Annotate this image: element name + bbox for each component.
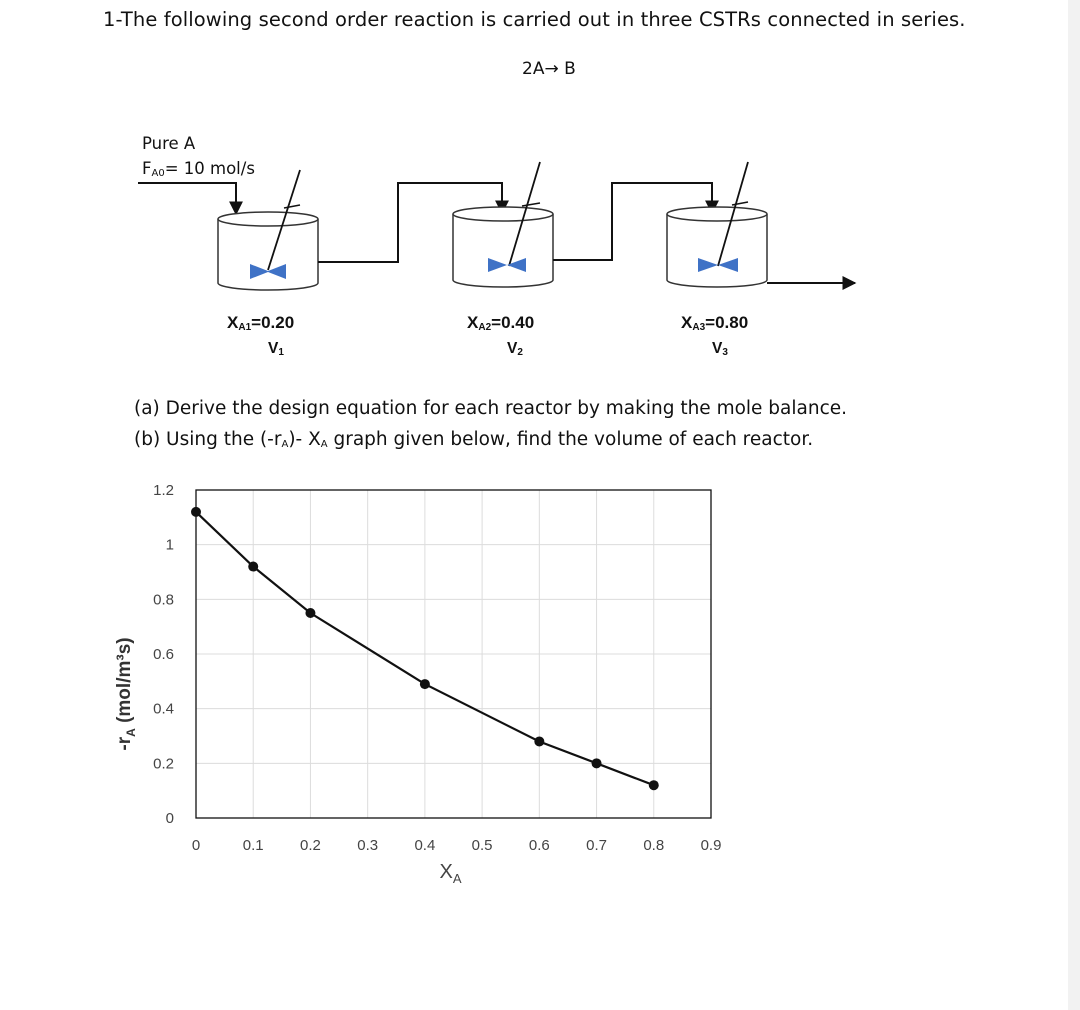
- reactor-3-vol-subscript: 3: [722, 347, 728, 358]
- page-edge: [1068, 0, 1080, 1010]
- data-point: [534, 736, 544, 746]
- y-tick-label: 1: [165, 536, 174, 554]
- x-tick-label: 0.2: [300, 837, 321, 854]
- question-b-text-3: graph given below, find the volume of each reactor.: [327, 429, 814, 450]
- problem-number: 1-: [103, 8, 121, 31]
- x-axis-title: [440, 861, 462, 886]
- x-tick-label: 0.6: [528, 837, 550, 854]
- reactor-1-conv-subscript: A1: [238, 322, 252, 333]
- reactor-1-vol-subscript: 1: [278, 347, 284, 358]
- data-point: [649, 780, 659, 790]
- feed-rate-symbol: F: [142, 159, 152, 178]
- x-tick-label: 0.7: [586, 837, 607, 854]
- reactor-1-vol-symbol: V: [268, 340, 279, 357]
- question-b-text-1: (b) Using the (-r: [134, 429, 282, 450]
- reactor-2-conv-value: =0.40: [491, 313, 535, 332]
- problem-text: The following second order reaction is carried out in three CSTRs connected in series.: [120, 8, 966, 31]
- question-b-subscript-2: A: [320, 439, 328, 450]
- y-tick-label: 0.6: [153, 646, 174, 663]
- chart-tick-labels: [153, 482, 721, 854]
- y-axis-title: [114, 637, 138, 750]
- question-b-subscript-1: A: [281, 439, 289, 450]
- feed-rate-value: = 10 mol/s: [164, 159, 255, 178]
- data-point: [191, 507, 201, 517]
- y-tick-label: 0.2: [153, 755, 174, 773]
- data-point: [305, 608, 315, 618]
- reactor-1-conv-symbol: X: [227, 313, 239, 332]
- x-tick-label: 0.3: [357, 837, 379, 854]
- y-tick-label: 0.8: [153, 591, 174, 609]
- reaction-equation: 2A→ B: [522, 59, 576, 79]
- reactor-2-conv-symbol: X: [467, 313, 479, 332]
- reactor-3-conv-subscript: A3: [692, 322, 706, 333]
- y-axis-title-units: (mol/m³s): [114, 637, 135, 729]
- x-tick-label: 0.4: [414, 837, 436, 854]
- feed-rate-subscript: A0: [151, 168, 165, 179]
- feed-species-label: Pure A: [142, 134, 196, 153]
- y-axis-title-subscript: A: [124, 728, 138, 737]
- x-tick-label: 0.9: [700, 837, 722, 854]
- reactor-3-conv-symbol: X: [681, 313, 693, 332]
- chart-gridlines: [196, 490, 711, 818]
- reactor-3-conv-value: =0.80: [705, 313, 749, 332]
- x-tick-label: 0.1: [242, 837, 264, 854]
- reactor-2-conv-subscript: A2: [478, 322, 492, 333]
- reactor-1-conv-value: =0.20: [251, 313, 295, 332]
- data-point: [248, 562, 258, 572]
- data-point: [420, 679, 430, 689]
- question-a: (a) Derive the design equation for each reactor by making the mole balance.: [134, 398, 848, 419]
- x-axis-title-main: X: [439, 861, 453, 883]
- reactor-2-vol-symbol: V: [507, 340, 518, 357]
- reactor-2-vol-subscript: 2: [517, 347, 523, 358]
- x-tick-label: 0.8: [643, 837, 665, 854]
- x-axis-title-subscript: A: [452, 871, 462, 886]
- y-tick-label: 1.2: [153, 482, 174, 499]
- x-tick-label: 0.5: [471, 837, 493, 854]
- y-tick-label: 0: [165, 810, 174, 827]
- question-b-text-2: )- X: [288, 429, 321, 450]
- y-axis-title-main: -r: [114, 736, 135, 751]
- x-tick-label: 0: [191, 837, 201, 854]
- reactor-3-vol-symbol: V: [712, 340, 723, 357]
- data-point: [592, 758, 602, 768]
- y-tick-label: 0.4: [153, 700, 174, 718]
